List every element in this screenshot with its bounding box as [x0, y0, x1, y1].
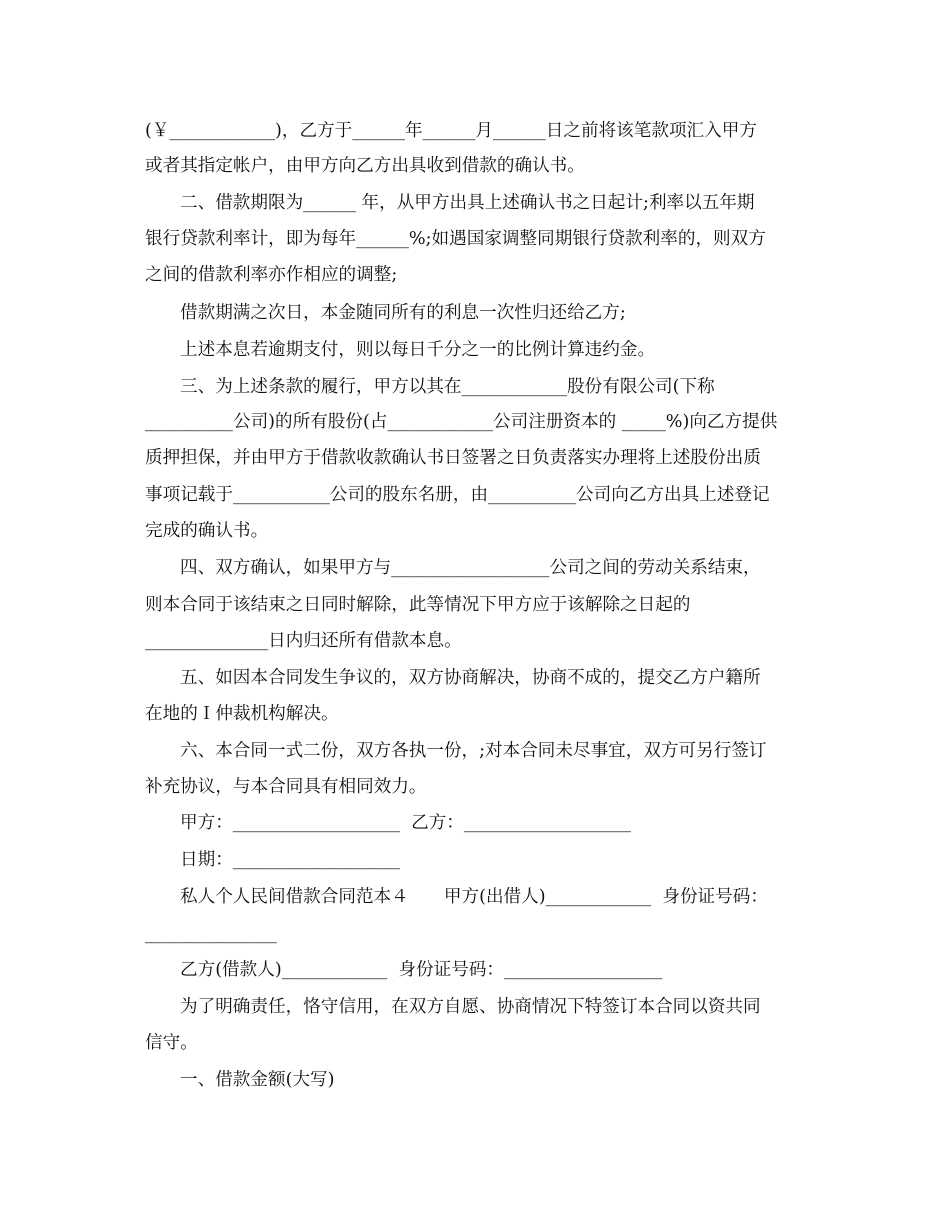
clause-one-continued-line-2: 或者其指定帐户，由甲方向乙方出具收到借款的确认书。 [145, 156, 585, 176]
clause-two-line-1: 二、借款期限为______ 年，从甲方出具上述确认书之日起计;利率以五年期 [180, 193, 755, 213]
date-signature-line: 日期：___________________ [180, 850, 400, 870]
clause-three-line-3: 质押担保，并由甲方于借款收款确认书日签署之日负责落实办理将上述股份出质 [145, 448, 761, 468]
clause-five-line-1: 五、如因本合同发生争议的，双方协商解决，协商不成的，提交乙方户籍所 [180, 668, 761, 688]
clause-four-line-2: 则本合同于该结束之日同时解除，此等情况下甲方应于该解除之日起的 [145, 595, 691, 615]
clause-three-line-4: 事项记载于___________公司的股东名册，由__________公司向乙方出具上述登记 [145, 485, 770, 505]
borrower-line: 乙方(借款人)____________ 身份证号码：__________________ [180, 960, 663, 980]
clause-four-line-3: ______________日内归还所有借款本息。 [145, 631, 462, 651]
clause-two-line-2: 银行贷款利率计，即为每年______%;如遇国家调整同期银行贷款利率的，则双方 [145, 229, 766, 249]
clause-three-line-5: 完成的确认书。 [145, 521, 269, 541]
clause-six-line-1: 六、本合同一式二份，双方各执一份，;对本合同未尽事宜，双方可另行签订 [180, 741, 767, 761]
clause-six-line-2: 补充协议，与本合同具有相同效力。 [145, 777, 427, 797]
preamble-line-1: 为了明确责任，恪守信用，在双方自愿、协商情况下特签订本合同以资共同 [180, 997, 761, 1017]
maturity-paragraph: 借款期满之次日，本金随同所有的利息一次性归还给乙方; [180, 303, 626, 323]
clause-three-line-2: __________公司)的所有股份(占____________公司注册资本的 _____%)向乙方提供 [145, 412, 778, 432]
late-payment-paragraph: 上述本息若逾期支付，则以每日千分之一的比例计算违约金。 [180, 340, 656, 360]
party-signature-line: 甲方：___________________ 乙方：___________________ [180, 813, 632, 833]
clause-two-line-3: 之间的借款利率亦作相应的调整; [145, 265, 398, 285]
clause-five-line-2: 在地的Ｉ仲裁机构解决。 [145, 704, 339, 724]
clause-one-continued-line-1: (￥____________)，乙方于______年______月______日之前将该笔款项汇入甲方 [145, 121, 757, 141]
template-four-heading-line: 私人个人民间借款合同范本４ 甲方(出借人)____________ 身份证号码： [180, 887, 768, 907]
clause-three-line-1: 三、为上述条款的履行，甲方以其在____________股份有限公司(下称 [180, 377, 715, 397]
clause-four-line-1: 四、双方确认，如果甲方与__________________公司之间的劳动关系结束， [180, 558, 761, 578]
lender-id-blank-line: _______________ [145, 924, 277, 944]
preamble-line-2: 信守。 [145, 1033, 198, 1053]
loan-amount-heading: 一、借款金额(大写) [180, 1070, 335, 1090]
